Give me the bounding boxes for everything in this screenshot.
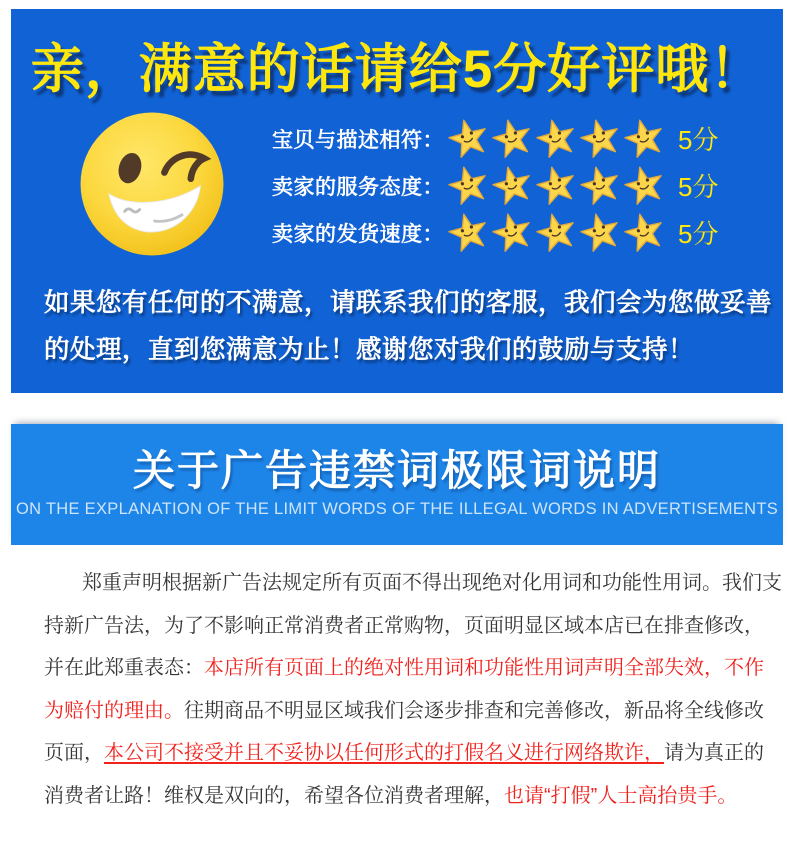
star-rating: [448, 212, 666, 254]
disclaimer-line: [44, 562, 782, 605]
promise-line: 的处理，直到您满意为止！感谢您对我们的鼓励与支持！: [44, 336, 695, 364]
disclaimer-segment: 持新广告法，为了不影响正常消费者正常购物，页面明显区域本店已在排查修改，: [44, 614, 764, 637]
disclaimer-segment: 请为真正的: [664, 742, 764, 765]
star-icon: [492, 165, 534, 207]
disclaimer-line: [44, 732, 782, 775]
star-icon: [624, 118, 666, 160]
emoji-face: [81, 113, 224, 256]
disclaimer-header-panel: [11, 424, 783, 545]
service-promise: [44, 280, 772, 374]
disclaimer-segment: 页面，: [44, 742, 104, 765]
disclaimer-segment: 消费者让路！维权是双向的，希望各位消费者理解，: [44, 784, 504, 807]
star-icon: [492, 118, 534, 160]
disclaimer-segment: 并在此郑重表态：: [44, 657, 204, 680]
star-rating: [448, 165, 666, 207]
star-icon: [624, 165, 666, 207]
disclaimer-segment: 本公司不接受并且不妥协以任何形式的打假名义进行网络欺诈，: [104, 742, 664, 765]
star-icon: [624, 212, 666, 254]
disclaimer-line: [44, 775, 782, 818]
disclaimer-segment: 本店所有页面上的绝对性用词和功能性用词声明全部失效，不作: [204, 657, 764, 680]
disclaimer-title: 关于广告违禁词极限词说明: [132, 447, 661, 494]
rating-score: 5分: [678, 125, 719, 155]
rating-label: 卖家的发货速度：: [272, 222, 444, 246]
ratings-list: [272, 115, 718, 256]
disclaimer-segment: 往期商品不明显区域我们会逐步排查和完善修改，新品将全线修改: [184, 699, 764, 722]
star-icon: [492, 212, 534, 254]
disclaimer-segment: 也请“打假”人士高抬贵手。: [504, 784, 738, 807]
rating-row: [272, 115, 718, 162]
star-icon: [448, 212, 490, 254]
star-icon: [580, 118, 622, 160]
star-icon: [536, 212, 578, 254]
disclaimer-line: [44, 647, 782, 690]
star-icon: [536, 118, 578, 160]
review-request-panel: [11, 9, 783, 393]
disclaimer-segment: 为赔付的理由。: [44, 699, 184, 722]
promise-line: 如果您有任何的不满意，请联系我们的客服，我们会为您做妥善: [44, 289, 773, 317]
star-icon: [448, 165, 490, 207]
disclaimer-body: [44, 562, 782, 818]
rating-score: 5分: [678, 219, 719, 249]
star-icon: [580, 212, 622, 254]
disclaimer-segment: 郑重声明根据新广告法规定所有页面不得出现绝对化用词和功能性用词。我们支: [82, 572, 782, 594]
review-headline: 亲，满意的话请给5分好评哦！: [30, 40, 764, 99]
rating-label: 卖家的服务态度：: [272, 175, 444, 199]
disclaimer-line: [44, 690, 782, 733]
disclaimer-line: [44, 605, 782, 648]
star-rating: [448, 118, 666, 160]
rating-score: 5分: [678, 172, 719, 202]
star-icon: [580, 165, 622, 207]
disclaimer-subtitle-en: ON THE EXPLANATION OF THE LIMIT WORDS OF THE ILLEGAL WORDS IN ADVERTISEMENTS: [15, 500, 779, 518]
rating-row: [272, 162, 718, 209]
winking-grin-emoji-icon: [77, 109, 227, 259]
star-icon: [448, 118, 490, 160]
rating-row: [272, 209, 718, 256]
star-icon: [536, 165, 578, 207]
rating-label: 宝贝与描述相符：: [272, 128, 444, 152]
